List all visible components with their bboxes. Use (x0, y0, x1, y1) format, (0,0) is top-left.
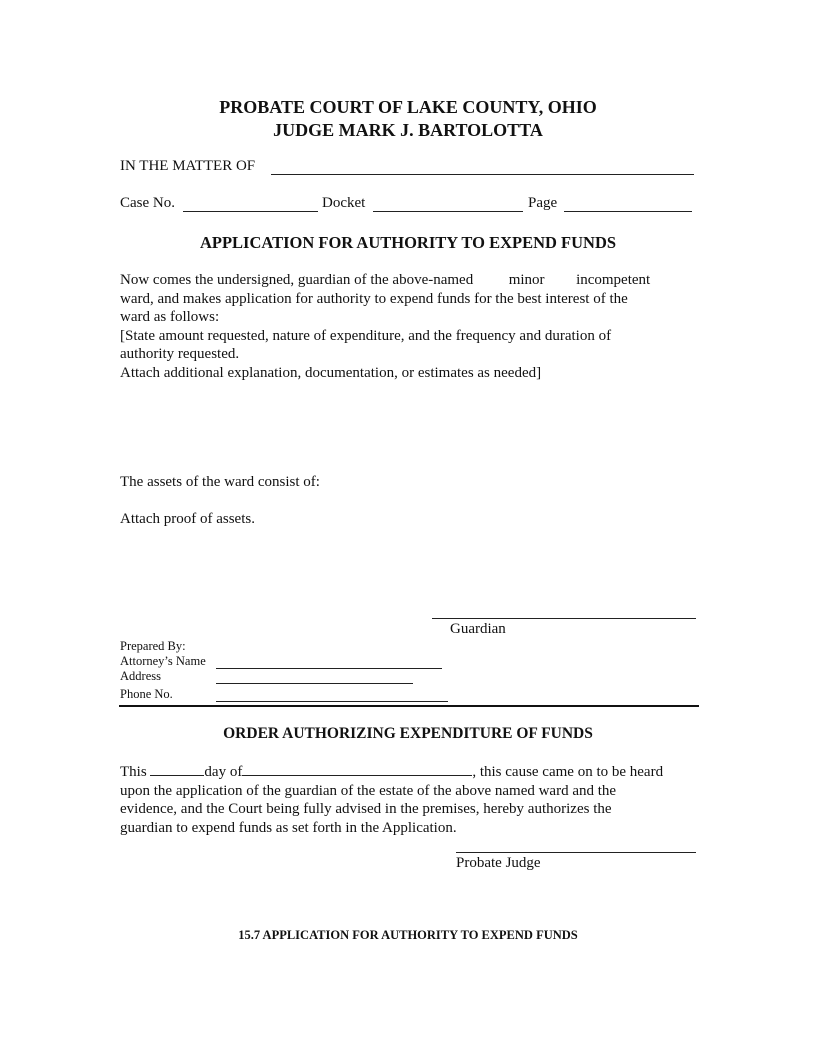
order-this: This (120, 764, 147, 780)
judge-name: JUDGE MARK J. BARTOLOTTA (273, 120, 543, 140)
probate-judge-label: Probate Judge (456, 855, 541, 871)
assets-statement: The assets of the ward consist of: (120, 474, 320, 490)
application-line-3: ward as follows: (120, 309, 220, 325)
case-no-field[interactable] (183, 195, 318, 212)
application-line-4: [State amount requested, nature of expenditure, and the frequency and duration of (120, 327, 612, 344)
attorney-name-field[interactable] (216, 654, 442, 669)
page-label: Page (528, 195, 558, 211)
order-rest-1: , this cause came on to be heard (472, 764, 664, 780)
option-minor[interactable]: minor (508, 272, 545, 288)
order-body (120, 762, 700, 837)
address-field[interactable] (216, 669, 413, 684)
attorney-name-label: Attorney’s Name (120, 654, 206, 668)
order-day-field[interactable] (150, 762, 204, 776)
page-field[interactable] (564, 195, 692, 212)
option-incompetent[interactable]: incompetent (576, 272, 651, 288)
section-divider (119, 705, 699, 707)
docket-field[interactable] (373, 195, 523, 212)
matter-label: IN THE MATTER OF (120, 158, 256, 174)
judge-signature-line[interactable] (456, 836, 696, 853)
application-line-5: authority requested. (120, 346, 240, 362)
order-day-of: day of (204, 764, 243, 780)
application-body (120, 271, 700, 382)
application-title: APPLICATION FOR AUTHORITY TO EXPEND FUNDS (199, 233, 617, 252)
order-month-year-field[interactable] (242, 762, 472, 776)
phone-field[interactable] (216, 687, 448, 702)
prepared-by-heading: Prepared By: (120, 639, 186, 653)
case-no-label: Case No. (120, 195, 175, 211)
guardian-label: Guardian (450, 621, 506, 637)
order-line-4: guardian to expend funds as set forth in the Application. (120, 819, 457, 836)
order-title: ORDER AUTHORIZING EXPENDITURE OF FUNDS (223, 725, 593, 742)
guardian-signature-line[interactable] (432, 601, 696, 619)
application-intro: Now comes the undersigned, guardian of the above-named (120, 272, 474, 288)
phone-label: Phone No. (120, 687, 173, 701)
assets-proof: Attach proof of assets. (120, 511, 255, 527)
court-name: PROBATE COURT OF LAKE COUNTY, OHIO (219, 97, 597, 117)
footer-form-title: 15.7 APPLICATION FOR AUTHORITY TO EXPEND FUNDS (238, 928, 578, 942)
address-label: Address (120, 669, 161, 683)
matter-name-field[interactable] (271, 158, 694, 175)
application-line-2: ward, and makes application for authority to expend funds for the best interest of the (120, 290, 628, 307)
order-line-2: upon the application of the guardian of the estate of the above named ward and the (120, 782, 617, 799)
docket-label: Docket (322, 195, 366, 211)
application-line-6: Attach additional explanation, documentation, or estimates as needed] (120, 364, 542, 381)
order-line-3: evidence, and the Court being fully advised in the premises, hereby authorizes the (120, 801, 612, 817)
